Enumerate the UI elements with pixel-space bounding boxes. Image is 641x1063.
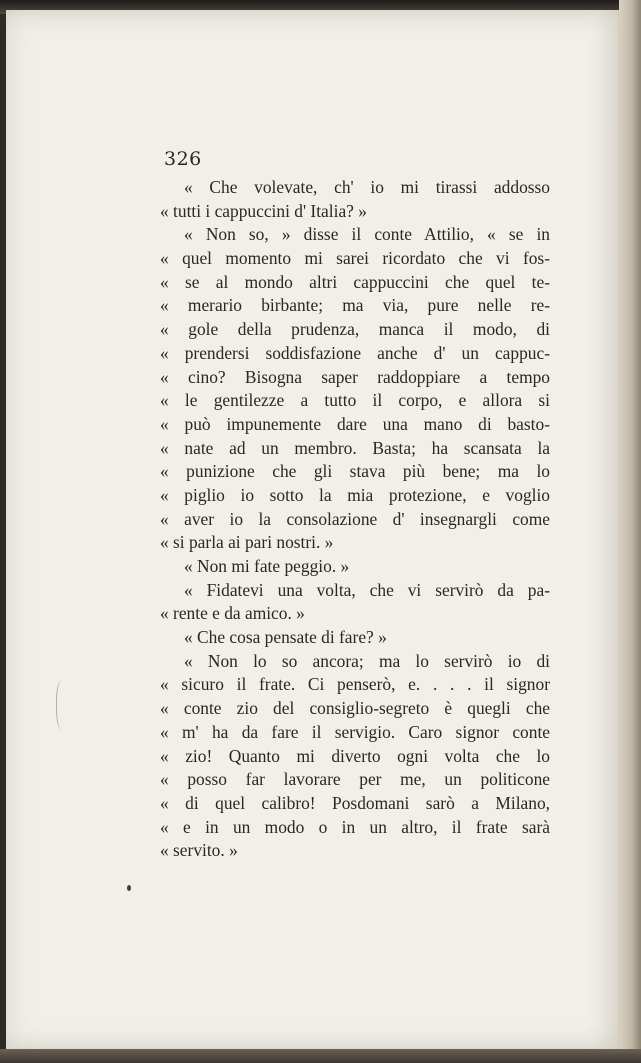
text-line: « le gentilezze a tutto il corpo, e allora si — [160, 390, 550, 411]
page-text — [160, 176, 550, 863]
text-line: « Non mi fate peggio. » — [184, 556, 350, 576]
text-line: « gole della prudenza, manca il modo, di — [160, 319, 550, 340]
text-line: « Non so, » disse il conte Attilio, « se in — [184, 224, 550, 245]
text-line: « zio! Quanto mi diverto ogni volta che lo — [160, 745, 550, 766]
text-line: « posso far lavorare per me, un politicone — [160, 769, 550, 790]
text-line: « se al mondo altri cappuccini che quel te- — [160, 271, 550, 292]
ink-spot — [127, 885, 131, 891]
book-bottom-edge — [0, 1049, 641, 1063]
text-line: « m' ha da fare il servigio. Caro signor conte — [160, 721, 550, 742]
page-number: 326 — [164, 148, 202, 170]
text-line: « Non lo so ancora; ma lo servirò io di — [184, 650, 550, 671]
text-line: « Che cosa pensate di fare? » — [184, 627, 387, 648]
text-line: « cino? Bisogna saper raddoppiare a tempo — [160, 366, 550, 387]
text-line: « quel momento mi sarei ricordato che vi fos- — [160, 248, 550, 269]
text-line: « e in un modo o in un altro, il frate sarà — [160, 816, 550, 837]
text-line: « Che volevate, ch' io mi tirassi addosso — [184, 177, 550, 197]
text-line: « tutti i cappuccini d' Italia? » — [160, 200, 367, 221]
text-line: « conte zio del consiglio-segreto è quegli che — [160, 698, 550, 719]
text-line: « piglio io sotto la mia protezione, e voglio — [160, 484, 550, 505]
text-line: « si parla ai pari nostri. » — [160, 532, 334, 553]
text-line: « può impunemente dare una mano di basto- — [160, 413, 550, 434]
text-line: « merario birbante; ma via, pure nelle re- — [160, 295, 550, 316]
text-line: « aver io la consolazione d' insegnargli come — [160, 508, 550, 529]
text-line: « di quel calibro! Posdomani sarò a Milano, — [160, 792, 550, 813]
text-line: « rente e da amico. » — [160, 603, 305, 624]
text-line: « servito. » — [160, 840, 238, 861]
margin-pencil-mark — [56, 680, 71, 730]
text-line: « Fidatevi una volta, che vi servirò da pa- — [184, 579, 550, 600]
text-line: « sicuro il frate. Ci penserò, e. . . . il signor — [160, 674, 550, 695]
text-line: « prendersi soddisfazione anche d' un cappuc- — [160, 342, 550, 363]
text-line: « punizione che gli stava più bene; ma lo — [160, 461, 550, 482]
page-stack-edge — [619, 0, 641, 1063]
text-line: « nate ad un membro. Basta; ha scansata la — [160, 437, 550, 458]
